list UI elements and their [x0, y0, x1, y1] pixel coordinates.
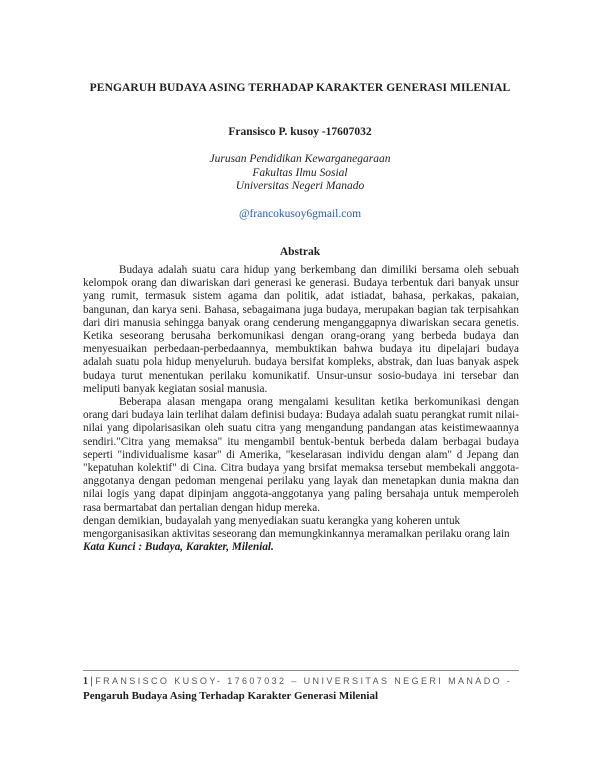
- abstract-paragraph-2: Beberapa alasan mengapa orang mengalami kesulitan ketika berkomunikasi dengan orang dari budaya lain terlihat dalam definisi budaya: Budaya adalah suatu perangkat rumit nilai-nilai yang dipolarisasikan oleh suatu citra yang mengandung pandangan atas keistimewaannya sendiri."Citra yang memaksa" itu mengambil bentuk-bentuk berbeda dalam berbagai budaya seperti "individualisme kasar" di Amerika, "keselarasan individu dengan alam" d Jepang dan "kepatuhan kolektif" di Cina. Citra budaya yang brsifat memaksa tersebut membekali anggota-anggotanya dengan pedoman mengenai perilaku yang layak dan menetapkan dunia makna dan nilai logis yang dapat dipinjam anggota-anggotanya yang paling bersahaja untuk memperoleh rasa bermartabat dan pertalian dengan hidup mereka.: [83, 396, 519, 514]
- running-author: FRANSISCO KUSOY- 17607032 – UNIVERSITAS NEGERI MANADO -: [95, 676, 513, 686]
- page-footer: [83, 674, 523, 704]
- paper-title: PENGARUH BUDAYA ASING TERHADAP KARAKTER GENERASI MILENIAL: [89, 82, 511, 94]
- abstract-body: [83, 264, 519, 554]
- author-email-link[interactable]: @francokusoy6gmail.com: [238, 208, 362, 220]
- footer-divider: [83, 670, 519, 671]
- affiliation-university: Universitas Negeri Manado: [235, 180, 365, 192]
- author-name: Fransisco P. kusoy -17607032: [228, 126, 372, 138]
- running-title: Pengaruh Budaya Asing Terhadap Karakter Generasi Milenial: [83, 690, 378, 702]
- affiliation-faculty: Fakultas Ilmu Sosial: [252, 166, 348, 179]
- abstract-paragraph-3: dengan demikian, budayalah yang menyediakan suatu kerangka yang koheren untuk mengorganisasikan aktivitas seseorang dan memungkinkannya meramalkan perilaku orang lain: [83, 514, 510, 541]
- abstract-paragraph-1: Budaya adalah suatu cara hidup yang berkembang dan dimiliki bersama oleh sebuah kelompok orang dan diwariskan dari generasi ke generasi. Budaya terbentuk dari banyak unsur yang rumit, termasuk sistem agama dan politik, adat istiadat, bahasa, perkakas, pakaian, bangunan, dan karya seni. Bahasa, sebagaimana juga budaya, merupakan bagian tak terpisahkan dari diri manusia sehingga banyak orang cenderung menganggapnya diwariskan secara genetis. Ketika seseorang berusaha berkomunikasi dengan orang-orang yang berbeda budaya dan menyesuaikan perbedaan-perbedaannya, membuktikan bahwa budaya itu dipelajari budaya adalah suatu pola hidup menyeluruh. budaya bersifat kompleks, abstrak, dan luas banyak aspek budaya turut menentukan perilaku komunikatif. Unsur-unsur sosio-budaya ini tersebar dan meliputi banyak kegiatan sosial manusia.: [83, 264, 519, 395]
- abstract-heading: Abstrak: [279, 246, 321, 258]
- affiliation-dept: Jurusan Pendidikan Kewarganegaraan: [209, 153, 391, 165]
- affiliation-block: [0, 153, 600, 194]
- keywords: Kata Kunci : Budaya, Karakter, Milenial.: [83, 541, 274, 554]
- page-number: 1 |: [83, 676, 93, 687]
